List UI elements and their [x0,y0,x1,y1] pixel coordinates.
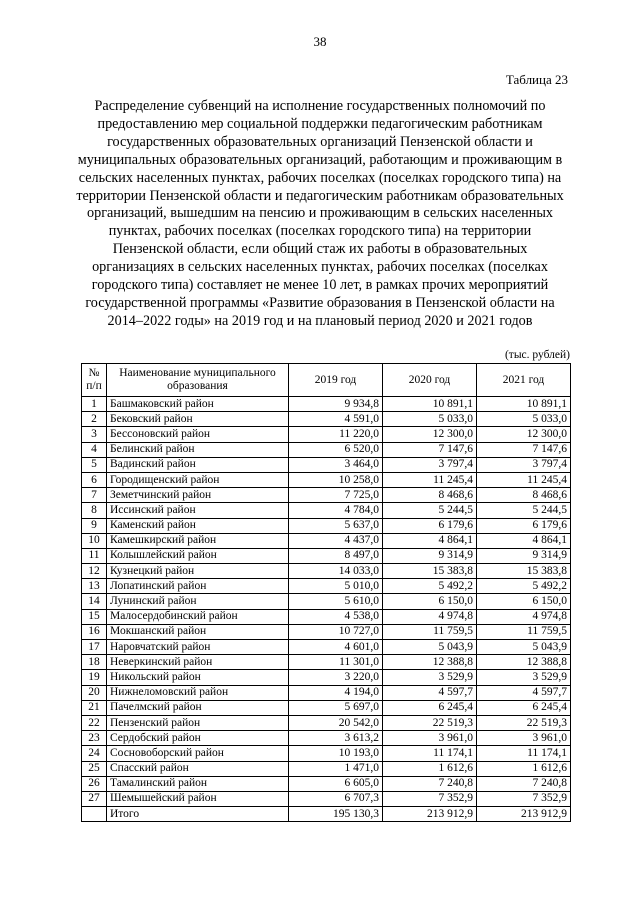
value-2019: 6 520,0 [289,442,383,457]
value-2021: 7 147,6 [477,442,571,457]
row-number: 2 [82,412,107,427]
value-2019: 5 010,0 [289,579,383,594]
value-2020: 10 891,1 [383,397,477,412]
municipality-name: Вадинский район [107,457,289,472]
value-2019: 4 601,0 [289,640,383,655]
value-2019: 5 697,0 [289,700,383,715]
value-2020: 3 961,0 [383,731,477,746]
value-2019: 3 613,2 [289,731,383,746]
row-number: 6 [82,472,107,487]
value-2021: 3 961,0 [477,731,571,746]
value-2020: 5 033,0 [383,412,477,427]
row-number: 21 [82,700,107,715]
table-row [82,503,571,518]
table-row [82,624,571,639]
row-number: 24 [82,746,107,761]
header-2019: 2019 год [289,364,383,397]
value-2021: 10 891,1 [477,397,571,412]
table-row [82,533,571,548]
table-row [82,731,571,746]
value-2020: 12 388,8 [383,655,477,670]
value-2021: 12 300,0 [477,427,571,442]
municipality-name: Бессоновский район [107,427,289,442]
table-row [82,594,571,609]
value-2021: 5 043,9 [477,640,571,655]
municipality-name: Кузнецкий район [107,564,289,579]
row-number: 17 [82,640,107,655]
page-number: 38 [313,34,327,49]
value-2020: 22 519,3 [383,715,477,730]
value-2019: 10 258,0 [289,472,383,487]
municipality-name: Пензенский район [107,715,289,730]
table-row [82,488,571,503]
table-row [82,715,571,730]
header-2020: 2020 год [383,364,477,397]
value-2021: 3 529,9 [477,670,571,685]
value-2020: 5 043,9 [383,640,477,655]
row-number: 5 [82,457,107,472]
value-2019: 1 471,0 [289,761,383,776]
municipality-name: Нижнеломовский район [107,685,289,700]
row-number: 7 [82,488,107,503]
value-2021: 15 383,8 [477,564,571,579]
row-number [82,807,107,822]
value-2019: 3 220,0 [289,670,383,685]
municipality-name: Земетчинский район [107,488,289,503]
municipality-name: Колышлейский район [107,548,289,563]
municipality-name: Башмаковский район [107,397,289,412]
row-number: 11 [82,548,107,563]
value-2021: 22 519,3 [477,715,571,730]
row-number: 13 [82,579,107,594]
value-2020: 4 974,8 [383,609,477,624]
value-2020: 213 912,9 [383,807,477,822]
row-number: 23 [82,731,107,746]
value-2019: 6 605,0 [289,776,383,791]
value-2021: 6 150,0 [477,594,571,609]
table-row [82,472,571,487]
value-2021: 11 174,1 [477,746,571,761]
value-2021: 213 912,9 [477,807,571,822]
row-number: 19 [82,670,107,685]
value-2019: 5 637,0 [289,518,383,533]
table-row [82,685,571,700]
value-2021: 5 244,5 [477,503,571,518]
value-2020: 15 383,8 [383,564,477,579]
header-2021: 2021 год [477,364,571,397]
table-row [82,609,571,624]
table-row [82,761,571,776]
value-2019: 8 497,0 [289,548,383,563]
value-2021: 1 612,6 [477,761,571,776]
municipality-name: Иссинский район [107,503,289,518]
value-2021: 5 492,2 [477,579,571,594]
row-number: 9 [82,518,107,533]
row-number: 26 [82,776,107,791]
municipality-name: Итого [107,807,289,822]
value-2019: 3 464,0 [289,457,383,472]
value-2020: 9 314,9 [383,548,477,563]
municipality-name: Сосновоборский район [107,746,289,761]
value-2020: 11 245,4 [383,472,477,487]
value-2020: 7 240,8 [383,776,477,791]
value-2019: 4 591,0 [289,412,383,427]
municipality-name: Наровчатский район [107,640,289,655]
value-2020: 8 468,6 [383,488,477,503]
municipality-name: Малосердобинский район [107,609,289,624]
value-2019: 10 193,0 [289,746,383,761]
value-2020: 12 300,0 [383,427,477,442]
value-2019: 4 437,0 [289,533,383,548]
value-2019: 5 610,0 [289,594,383,609]
table-row [82,548,571,563]
row-number: 22 [82,715,107,730]
value-2020: 7 352,9 [383,791,477,806]
subvention-table [81,363,571,822]
municipality-name: Белинский район [107,442,289,457]
row-number: 15 [82,609,107,624]
municipality-name: Пачелмский район [107,700,289,715]
row-number: 14 [82,594,107,609]
table-row [82,700,571,715]
value-2020: 5 492,2 [383,579,477,594]
municipality-name: Каменский район [107,518,289,533]
value-2019: 4 784,0 [289,503,383,518]
value-2021: 4 864,1 [477,533,571,548]
value-2019: 11 220,0 [289,427,383,442]
value-2019: 7 725,0 [289,488,383,503]
header-num: № п/п [82,364,107,397]
value-2020: 4 864,1 [383,533,477,548]
value-2020: 4 597,7 [383,685,477,700]
document-title: Распределение субвенций на исполнение государственных полномочий по предоставлению мер социальной поддержки педагогическим работникам государственных образовательных организаций Пензенской области и муниципальных образовательных организаций, работающим и проживающим в сельских населенных пунктах, рабочих поселках (поселках городского типа) на территории Пензенской области и педагогическим работникам образовательных организаций, вышедшим на пенсию и проживающим в сельских населенных пунктах, рабочих поселках (поселках городского типа) на территории Пензенской области, если общий стаж их работы в образовательных организациях в сельских населенных пунктах, рабочих поселках (поселках городского типа) составляет не менее 10 лет, в рамках прочих мероприятий государственной программы «Развитие образования в Пензенской области на 2014–2022 годы» на 2019 год и на плановый период 2020 и 2021 годов [76,98,564,329]
table-label: Таблица 23 [505,72,568,87]
value-2019: 9 934,8 [289,397,383,412]
value-2019: 10 727,0 [289,624,383,639]
table-row [82,791,571,806]
municipality-name: Мокшанский район [107,624,289,639]
municipality-name: Неверкинский район [107,655,289,670]
municipality-name: Шемышейский район [107,791,289,806]
row-number: 8 [82,503,107,518]
table-row [82,457,571,472]
table-row [82,746,571,761]
row-number: 10 [82,533,107,548]
municipality-name: Никольский район [107,670,289,685]
table-row [82,412,571,427]
value-2020: 1 612,6 [383,761,477,776]
header-name: Наименование муниципального образования [107,364,289,397]
value-2020: 11 759,5 [383,624,477,639]
table-row [82,670,571,685]
table-header-row [82,364,571,397]
table-row [82,564,571,579]
municipality-name: Бековский район [107,412,289,427]
value-2021: 8 468,6 [477,488,571,503]
value-2020: 6 179,6 [383,518,477,533]
table-row [82,579,571,594]
table-row [82,427,571,442]
value-2021: 4 597,7 [477,685,571,700]
value-2019: 195 130,3 [289,807,383,822]
row-number: 12 [82,564,107,579]
table-row [82,640,571,655]
value-2021: 7 240,8 [477,776,571,791]
value-2020: 6 150,0 [383,594,477,609]
value-2020: 6 245,4 [383,700,477,715]
municipality-name: Лопатинский район [107,579,289,594]
units-label: (тыс. рублей) [504,349,570,361]
table-row [82,442,571,457]
value-2021: 5 033,0 [477,412,571,427]
row-number: 20 [82,685,107,700]
table-row [82,518,571,533]
value-2020: 11 174,1 [383,746,477,761]
value-2021: 4 974,8 [477,609,571,624]
value-2021: 11 245,4 [477,472,571,487]
table-row [82,397,571,412]
table-row [82,776,571,791]
municipality-name: Спасский район [107,761,289,776]
table-body [82,397,571,822]
value-2021: 6 179,6 [477,518,571,533]
row-number: 16 [82,624,107,639]
municipality-name: Городищенский район [107,472,289,487]
value-2021: 3 797,4 [477,457,571,472]
municipality-name: Лунинский район [107,594,289,609]
value-2020: 7 147,6 [383,442,477,457]
municipality-name: Сердобский район [107,731,289,746]
value-2019: 14 033,0 [289,564,383,579]
municipality-name: Тамалинский район [107,776,289,791]
value-2020: 3 797,4 [383,457,477,472]
value-2021: 6 245,4 [477,700,571,715]
value-2019: 4 194,0 [289,685,383,700]
total-row [82,807,571,822]
row-number: 1 [82,397,107,412]
value-2019: 6 707,3 [289,791,383,806]
value-2020: 3 529,9 [383,670,477,685]
row-number: 3 [82,427,107,442]
value-2019: 4 538,0 [289,609,383,624]
table-row [82,655,571,670]
row-number: 27 [82,791,107,806]
value-2021: 9 314,9 [477,548,571,563]
value-2019: 20 542,0 [289,715,383,730]
value-2019: 11 301,0 [289,655,383,670]
municipality-name: Камешкирский район [107,533,289,548]
row-number: 18 [82,655,107,670]
value-2021: 11 759,5 [477,624,571,639]
value-2020: 5 244,5 [383,503,477,518]
row-number: 4 [82,442,107,457]
row-number: 25 [82,761,107,776]
value-2021: 12 388,8 [477,655,571,670]
value-2021: 7 352,9 [477,791,571,806]
